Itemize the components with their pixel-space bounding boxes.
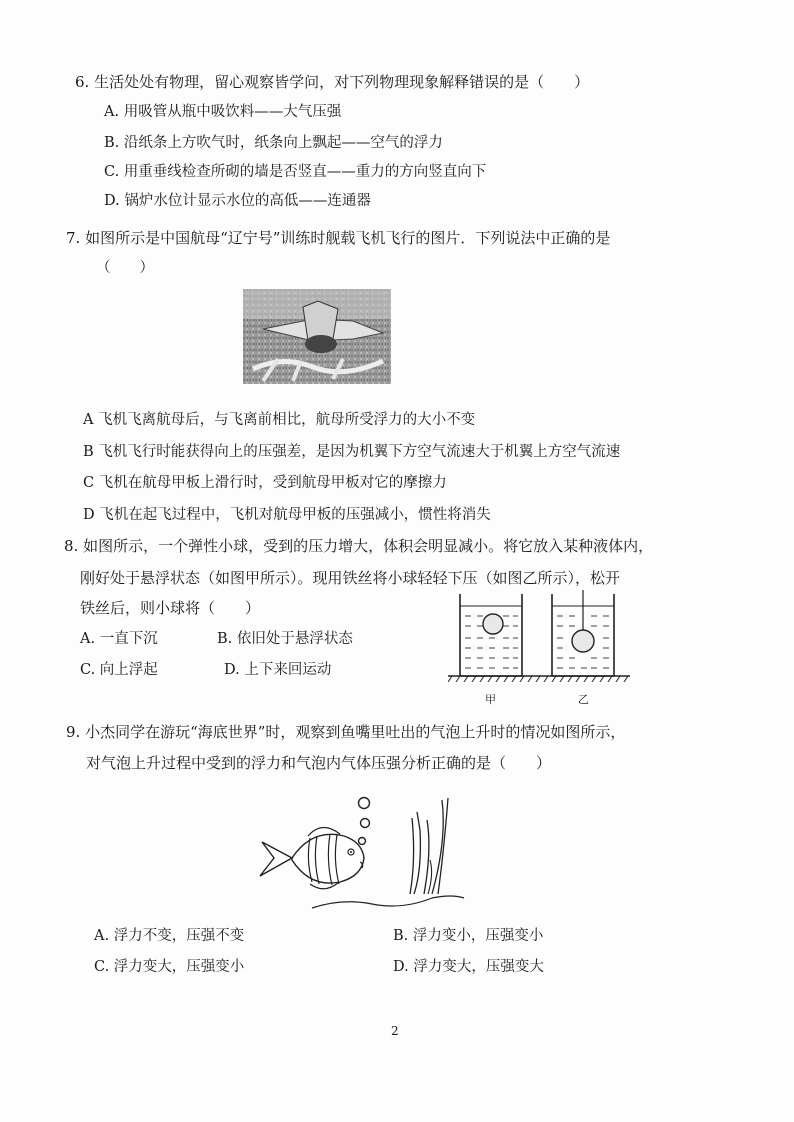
q6-option-b: B. 沿纸条上方吹气时，纸条向上飘起——空气的浮力 bbox=[104, 135, 443, 151]
q8-stem-line1: 8. 如图所示，一个弹性小球，受到的压力增大，体积会明显减小。将它放入某种液体内， bbox=[64, 537, 654, 555]
q8-stem-line3: 铁丝后，则小球将（ ） bbox=[80, 599, 261, 617]
q8-option-a: A. 一直下沉 bbox=[80, 631, 158, 647]
q7-option-c: C 飞机在航母甲板上滑行时，受到航母甲板对它的摩擦力 bbox=[83, 475, 447, 491]
q9-option-a: A. 浮力不变，压强不变 bbox=[94, 928, 245, 944]
q9-stem-line2: 对气泡上升过程中受到的浮力和气泡内气体压强分析正确的是（ ） bbox=[86, 754, 552, 772]
q6-option-d: D. 锅炉水位计显示水位的高低——连通器 bbox=[104, 193, 371, 209]
q8-fig-label-jia: 甲 bbox=[485, 693, 496, 706]
q8-fig-label-yi: 乙 bbox=[578, 693, 589, 706]
q7-option-b: B 飞机飞行时能获得向上的压强差，是因为机翼下方空气流速大于机翼上方空气流速 bbox=[83, 444, 621, 460]
q8-option-c: C. 向上浮起 bbox=[80, 662, 158, 678]
q8-option-b: B. 依旧处于悬浮状态 bbox=[217, 631, 353, 647]
q7-option-a: A 飞机飞离航母后，与飞离前相比，航母所受浮力的大小不变 bbox=[83, 412, 476, 428]
q7-option-d: D 飞机在起飞过程中，飞机对航母甲板的压强减小，惯性将消失 bbox=[83, 507, 491, 523]
q6-stem: 6. 生活处处有物理，留心观察皆学问，对下列物理现象解释错误的是（ ） bbox=[75, 73, 590, 91]
q8-stem-line2: 刚好处于悬浮状态（如图甲所示）。现用铁丝将小球轻轻下压（如图乙所示），松开 bbox=[80, 569, 621, 587]
q7-stem: 7. 如图所示是中国航母“辽宁号”训练时舰载飞机飞行的图片．下列说法中正确的是 bbox=[66, 229, 611, 247]
q9-option-d: D. 浮力变大，压强变大 bbox=[393, 959, 544, 975]
page-number: 2 bbox=[391, 1024, 399, 1038]
q9-option-c: C. 浮力变大，压强变小 bbox=[94, 959, 245, 975]
aircraft-carrier-photo bbox=[243, 289, 391, 384]
beakers-figure bbox=[448, 590, 630, 682]
q8-option-d: D. 上下来回运动 bbox=[224, 662, 332, 678]
q9-stem-line1: 9. 小杰同学在游玩“海底世界”时，观察到鱼嘴里吐出的气泡上升时的情况如图所示， bbox=[66, 723, 626, 741]
fish-bubbles-figure bbox=[252, 790, 467, 918]
q7-paren: （ ） bbox=[96, 260, 154, 276]
q6-option-c: C. 用重垂线检查所砌的墙是否竖直——重力的方向竖直向下 bbox=[104, 164, 487, 180]
q9-option-b: B. 浮力变小，压强变小 bbox=[393, 928, 544, 944]
q6-option-a: A. 用吸管从瓶中吸饮料——大气压强 bbox=[104, 104, 342, 120]
